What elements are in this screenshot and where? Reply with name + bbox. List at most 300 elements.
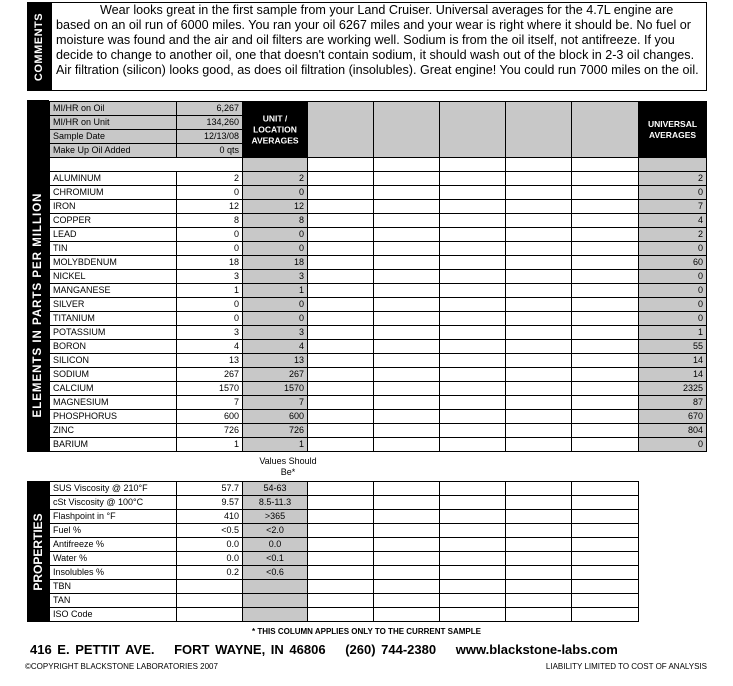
element-extra-cell bbox=[373, 227, 440, 242]
element-universal-average: 2 bbox=[638, 227, 707, 242]
property-value: 9.57 bbox=[176, 495, 243, 510]
element-name: ALUMINUM bbox=[49, 171, 177, 186]
property-should-be bbox=[242, 607, 308, 622]
element-extra-cell bbox=[505, 171, 572, 186]
element-unit-average: 3 bbox=[242, 269, 308, 284]
info-label-bar bbox=[27, 100, 49, 158]
property-extra-cell bbox=[505, 495, 572, 510]
element-universal-average: 0 bbox=[638, 311, 707, 326]
element-extra-cell bbox=[439, 269, 506, 284]
element-universal-average: 7 bbox=[638, 199, 707, 214]
property-extra-cell bbox=[307, 523, 374, 538]
unit-location-header-label: UNIT / LOCATION AVERAGES bbox=[251, 113, 299, 145]
element-extra-cell bbox=[571, 325, 639, 340]
element-extra-cell bbox=[571, 353, 639, 368]
liability-note: LIABILITY LIMITED TO COST OF ANALYSIS bbox=[545, 662, 707, 671]
element-extra-cell bbox=[373, 185, 440, 200]
element-extra-cell bbox=[439, 255, 506, 270]
element-extra-cell bbox=[307, 311, 374, 326]
element-extra-cell bbox=[571, 199, 639, 214]
element-extra-cell bbox=[307, 395, 374, 410]
lab-address bbox=[30, 642, 710, 657]
element-extra-cell bbox=[307, 283, 374, 298]
element-extra-cell bbox=[439, 339, 506, 354]
element-extra-cell bbox=[505, 185, 572, 200]
element-extra-cell bbox=[373, 241, 440, 256]
element-extra-cell bbox=[571, 227, 639, 242]
element-extra-cell bbox=[505, 241, 572, 256]
element-extra-cell bbox=[505, 255, 572, 270]
property-name: Antifreeze % bbox=[49, 537, 177, 552]
element-extra-cell bbox=[505, 213, 572, 228]
sample-info-value: 0 qts bbox=[176, 143, 243, 158]
element-extra-cell bbox=[571, 241, 639, 256]
sample-info-label: MI/HR on Oil bbox=[49, 101, 177, 116]
element-extra-cell bbox=[571, 381, 639, 396]
properties-title: PROPERTIES bbox=[31, 512, 45, 591]
property-extra-cell bbox=[307, 481, 374, 496]
element-name: IRON bbox=[49, 199, 177, 214]
element-extra-cell bbox=[571, 269, 639, 284]
element-universal-average: 4 bbox=[638, 213, 707, 228]
property-should-be: >365 bbox=[242, 509, 308, 524]
property-extra-cell bbox=[373, 551, 440, 566]
element-value: 267 bbox=[176, 367, 243, 382]
property-extra-cell bbox=[307, 565, 374, 580]
property-should-be: 8.5-11.3 bbox=[242, 495, 308, 510]
element-name: SILVER bbox=[49, 297, 177, 312]
property-extra-cell bbox=[505, 509, 572, 524]
element-extra-cell bbox=[439, 409, 506, 424]
element-extra-cell bbox=[505, 367, 572, 382]
element-unit-average: 0 bbox=[242, 241, 308, 256]
element-unit-average: 726 bbox=[242, 423, 308, 438]
property-should-be: 54-63 bbox=[242, 481, 308, 496]
property-extra-cell bbox=[439, 551, 506, 566]
property-extra-cell bbox=[439, 607, 506, 622]
element-value: 1570 bbox=[176, 381, 243, 396]
property-extra-cell bbox=[373, 607, 440, 622]
property-value: 0.0 bbox=[176, 537, 243, 552]
element-extra-cell bbox=[505, 325, 572, 340]
property-extra-cell bbox=[505, 537, 572, 552]
property-should-be: <0.6 bbox=[242, 565, 308, 580]
element-extra-cell bbox=[307, 297, 374, 312]
property-extra-cell bbox=[373, 537, 440, 552]
element-extra-cell bbox=[307, 409, 374, 424]
sample-info-label: MI/HR on Unit bbox=[49, 115, 177, 130]
element-value: 4 bbox=[176, 339, 243, 354]
element-value: 600 bbox=[176, 409, 243, 424]
element-unit-average: 267 bbox=[242, 367, 308, 382]
element-extra-cell bbox=[505, 311, 572, 326]
element-extra-cell bbox=[571, 339, 639, 354]
property-extra-cell bbox=[571, 481, 639, 496]
element-extra-cell bbox=[505, 283, 572, 298]
element-unit-average: 1 bbox=[242, 437, 308, 452]
element-extra-cell bbox=[571, 213, 639, 228]
element-value: 0 bbox=[176, 241, 243, 256]
element-extra-cell bbox=[373, 367, 440, 382]
address-street: 416 E. PETTIT AVE. bbox=[30, 642, 155, 657]
element-extra-cell bbox=[307, 367, 374, 382]
element-extra-cell bbox=[571, 367, 639, 382]
property-extra-cell bbox=[373, 495, 440, 510]
element-extra-cell bbox=[307, 171, 374, 186]
element-unit-average: 600 bbox=[242, 409, 308, 424]
element-name: MAGNESIUM bbox=[49, 395, 177, 410]
property-name: Water % bbox=[49, 551, 177, 566]
property-name: ISO Code bbox=[49, 607, 177, 622]
property-should-be bbox=[242, 593, 308, 608]
element-extra-cell bbox=[571, 185, 639, 200]
property-extra-cell bbox=[571, 551, 639, 566]
element-extra-cell bbox=[505, 381, 572, 396]
element-extra-cell bbox=[439, 199, 506, 214]
element-extra-cell bbox=[307, 185, 374, 200]
element-extra-cell bbox=[505, 395, 572, 410]
element-extra-cell bbox=[373, 395, 440, 410]
property-extra-cell bbox=[373, 509, 440, 524]
element-name: SODIUM bbox=[49, 367, 177, 382]
element-universal-average: 0 bbox=[638, 241, 707, 256]
element-extra-cell bbox=[307, 241, 374, 256]
comments-title: COMMENTS bbox=[33, 12, 45, 81]
property-should-be: 0.0 bbox=[242, 537, 308, 552]
property-name: Flashpoint in °F bbox=[49, 509, 177, 524]
element-unit-average: 8 bbox=[242, 213, 308, 228]
element-universal-average: 0 bbox=[638, 269, 707, 284]
element-extra-cell bbox=[307, 381, 374, 396]
property-extra-cell bbox=[505, 565, 572, 580]
element-extra-cell bbox=[439, 171, 506, 186]
comments-text: Wear looks great in the first sample from your Land Cruiser. Universal averages for the 4.7L engine are based on an oil run of 6000 miles. You ran your oil 6267 miles and your wear is right where it should be. No fuel or moisture was found and the air and oil filters are working well. Sodium is from the oil itself, not antifreeze. If you decide to change to another oil, one that doesn't contain sodium, it should wash out of the block in 2-3 oil changes. Air filtration (silicon) looks good, as does oil filtration (insolubles). Great engine! You could run 7000 miles on the oil. bbox=[56, 3, 699, 77]
property-extra-cell bbox=[505, 579, 572, 594]
property-extra-cell bbox=[571, 537, 639, 552]
element-extra-cell bbox=[571, 395, 639, 410]
element-extra-cell bbox=[439, 297, 506, 312]
property-extra-cell bbox=[373, 579, 440, 594]
element-extra-cell bbox=[373, 381, 440, 396]
property-value: 410 bbox=[176, 509, 243, 524]
sample-info-label: Make Up Oil Added bbox=[49, 143, 177, 158]
element-universal-average: 0 bbox=[638, 185, 707, 200]
element-value: 726 bbox=[176, 423, 243, 438]
property-extra-cell bbox=[439, 579, 506, 594]
element-extra-cell bbox=[373, 339, 440, 354]
element-extra-cell bbox=[373, 437, 440, 452]
extra-sample-header bbox=[439, 101, 506, 158]
element-extra-cell bbox=[505, 423, 572, 438]
element-name: PHOSPHORUS bbox=[49, 409, 177, 424]
element-extra-cell bbox=[439, 241, 506, 256]
element-universal-average: 60 bbox=[638, 255, 707, 270]
element-extra-cell bbox=[439, 367, 506, 382]
property-value bbox=[176, 593, 243, 608]
element-extra-cell bbox=[439, 423, 506, 438]
sample-info-value: 12/13/08 bbox=[176, 129, 243, 144]
element-extra-cell bbox=[439, 227, 506, 242]
property-name: TBN bbox=[49, 579, 177, 594]
element-value: 0 bbox=[176, 227, 243, 242]
element-extra-cell bbox=[505, 353, 572, 368]
element-extra-cell bbox=[307, 269, 374, 284]
footnote: * THIS COLUMN APPLIES ONLY TO THE CURRENT SAMPLE bbox=[252, 627, 481, 636]
element-universal-average: 0 bbox=[638, 297, 707, 312]
element-extra-cell bbox=[373, 297, 440, 312]
property-extra-cell bbox=[307, 593, 374, 608]
element-unit-average: 4 bbox=[242, 339, 308, 354]
universal-averages-header-label: UNIVERSAL AVERAGES bbox=[647, 118, 698, 140]
element-unit-average: 0 bbox=[242, 311, 308, 326]
element-extra-cell bbox=[307, 213, 374, 228]
property-extra-cell bbox=[439, 565, 506, 580]
element-extra-cell bbox=[373, 283, 440, 298]
element-extra-cell bbox=[373, 199, 440, 214]
property-value: 0.2 bbox=[176, 565, 243, 580]
element-extra-cell bbox=[373, 409, 440, 424]
element-name: CALCIUM bbox=[49, 381, 177, 396]
property-extra-cell bbox=[373, 481, 440, 496]
element-extra-cell bbox=[439, 283, 506, 298]
elements-title: ELEMENTS IN PARTS PER MILLION bbox=[32, 192, 44, 418]
element-extra-cell bbox=[307, 339, 374, 354]
values-should-be-note: Values Should Be* bbox=[259, 456, 317, 477]
element-unit-average: 2 bbox=[242, 171, 308, 186]
element-value: 1 bbox=[176, 437, 243, 452]
property-extra-cell bbox=[307, 495, 374, 510]
property-extra-cell bbox=[373, 523, 440, 538]
property-extra-cell bbox=[439, 481, 506, 496]
spacer-universal bbox=[638, 157, 707, 172]
element-unit-average: 1570 bbox=[242, 381, 308, 396]
spacer-extra bbox=[439, 157, 506, 172]
element-unit-average: 0 bbox=[242, 185, 308, 200]
element-extra-cell bbox=[571, 437, 639, 452]
element-value: 1 bbox=[176, 283, 243, 298]
element-extra-cell bbox=[373, 325, 440, 340]
property-extra-cell bbox=[307, 579, 374, 594]
properties-label-bar bbox=[27, 481, 49, 622]
element-unit-average: 0 bbox=[242, 297, 308, 312]
property-extra-cell bbox=[505, 607, 572, 622]
element-extra-cell bbox=[439, 395, 506, 410]
property-extra-cell bbox=[439, 523, 506, 538]
element-extra-cell bbox=[307, 325, 374, 340]
spacer-extra bbox=[571, 157, 639, 172]
element-name: SILICON bbox=[49, 353, 177, 368]
element-universal-average: 2325 bbox=[638, 381, 707, 396]
property-value bbox=[176, 579, 243, 594]
extra-sample-header bbox=[505, 101, 572, 158]
property-extra-cell bbox=[439, 509, 506, 524]
element-universal-average: 0 bbox=[638, 437, 707, 452]
property-name: Insolubles % bbox=[49, 565, 177, 580]
element-name: ZINC bbox=[49, 423, 177, 438]
address-city: FORT WAYNE, IN 46806 bbox=[174, 642, 326, 657]
property-extra-cell bbox=[571, 523, 639, 538]
sample-info-value: 134,260 bbox=[176, 115, 243, 130]
comments-label-bar bbox=[27, 2, 51, 91]
element-value: 12 bbox=[176, 199, 243, 214]
element-name: MANGANESE bbox=[49, 283, 177, 298]
element-extra-cell bbox=[373, 171, 440, 186]
element-universal-average: 87 bbox=[638, 395, 707, 410]
element-extra-cell bbox=[571, 283, 639, 298]
property-extra-cell bbox=[307, 551, 374, 566]
element-value: 3 bbox=[176, 325, 243, 340]
element-extra-cell bbox=[439, 325, 506, 340]
element-extra-cell bbox=[439, 437, 506, 452]
element-extra-cell bbox=[439, 213, 506, 228]
element-name: COPPER bbox=[49, 213, 177, 228]
element-extra-cell bbox=[571, 255, 639, 270]
element-name: POTASSIUM bbox=[49, 325, 177, 340]
element-universal-average: 55 bbox=[638, 339, 707, 354]
property-extra-cell bbox=[571, 565, 639, 580]
property-value bbox=[176, 607, 243, 622]
property-extra-cell bbox=[571, 593, 639, 608]
element-extra-cell bbox=[571, 423, 639, 438]
element-universal-average: 14 bbox=[638, 353, 707, 368]
property-extra-cell bbox=[307, 607, 374, 622]
property-extra-cell bbox=[571, 495, 639, 510]
element-name: LEAD bbox=[49, 227, 177, 242]
property-should-be bbox=[242, 579, 308, 594]
property-name: Fuel % bbox=[49, 523, 177, 538]
address-website[interactable]: www.blackstone-labs.com bbox=[455, 642, 618, 657]
element-extra-cell bbox=[505, 297, 572, 312]
property-extra-cell bbox=[505, 551, 572, 566]
property-extra-cell bbox=[505, 593, 572, 608]
element-extra-cell bbox=[571, 409, 639, 424]
element-extra-cell bbox=[505, 339, 572, 354]
element-unit-average: 0 bbox=[242, 227, 308, 242]
property-extra-cell bbox=[571, 607, 639, 622]
element-universal-average: 0 bbox=[638, 283, 707, 298]
element-unit-average: 18 bbox=[242, 255, 308, 270]
element-extra-cell bbox=[439, 353, 506, 368]
element-extra-cell bbox=[505, 437, 572, 452]
property-extra-cell bbox=[373, 565, 440, 580]
extra-sample-header bbox=[571, 101, 639, 158]
element-extra-cell bbox=[373, 423, 440, 438]
element-extra-cell bbox=[505, 409, 572, 424]
property-name: cSt Viscosity @ 100°C bbox=[49, 495, 177, 510]
spacer-row bbox=[49, 157, 243, 172]
element-universal-average: 1 bbox=[638, 325, 707, 340]
element-extra-cell bbox=[373, 213, 440, 228]
spacer-extra bbox=[307, 157, 374, 172]
spacer-extra bbox=[373, 157, 440, 172]
element-extra-cell bbox=[505, 269, 572, 284]
element-extra-cell bbox=[307, 199, 374, 214]
property-should-be: <0.1 bbox=[242, 551, 308, 566]
element-extra-cell bbox=[307, 437, 374, 452]
element-name: NICKEL bbox=[49, 269, 177, 284]
element-extra-cell bbox=[373, 353, 440, 368]
property-extra-cell bbox=[307, 509, 374, 524]
element-extra-cell bbox=[571, 297, 639, 312]
element-name: TITANIUM bbox=[49, 311, 177, 326]
element-name: BARIUM bbox=[49, 437, 177, 452]
element-extra-cell bbox=[373, 255, 440, 270]
element-value: 0 bbox=[176, 311, 243, 326]
element-universal-average: 670 bbox=[638, 409, 707, 424]
property-extra-cell bbox=[571, 579, 639, 594]
universal-averages-header bbox=[638, 101, 707, 158]
element-extra-cell bbox=[571, 171, 639, 186]
element-value: 0 bbox=[176, 185, 243, 200]
element-unit-average: 1 bbox=[242, 283, 308, 298]
elements-label-bar bbox=[27, 158, 49, 452]
element-value: 0 bbox=[176, 297, 243, 312]
element-name: BORON bbox=[49, 339, 177, 354]
element-name: TIN bbox=[49, 241, 177, 256]
element-unit-average: 3 bbox=[242, 325, 308, 340]
element-unit-average: 12 bbox=[242, 199, 308, 214]
property-value: 57.7 bbox=[176, 481, 243, 496]
property-extra-cell bbox=[439, 495, 506, 510]
property-extra-cell bbox=[439, 593, 506, 608]
element-value: 13 bbox=[176, 353, 243, 368]
element-value: 7 bbox=[176, 395, 243, 410]
property-extra-cell bbox=[307, 537, 374, 552]
sample-info-label: Sample Date bbox=[49, 129, 177, 144]
address-phone: (260) 744-2380 bbox=[345, 642, 437, 657]
property-value: <0.5 bbox=[176, 523, 243, 538]
element-extra-cell bbox=[307, 227, 374, 242]
element-value: 2 bbox=[176, 171, 243, 186]
extra-sample-header bbox=[307, 101, 374, 158]
element-universal-average: 2 bbox=[638, 171, 707, 186]
extra-sample-header bbox=[373, 101, 440, 158]
element-value: 3 bbox=[176, 269, 243, 284]
element-name: MOLYBDENUM bbox=[49, 255, 177, 270]
element-unit-average: 13 bbox=[242, 353, 308, 368]
copyright: ©COPYRIGHT BLACKSTONE LABORATORIES 2007 bbox=[25, 662, 218, 671]
sample-info-value: 6,267 bbox=[176, 101, 243, 116]
element-extra-cell bbox=[439, 185, 506, 200]
unit-location-header bbox=[242, 101, 308, 158]
spacer-extra bbox=[505, 157, 572, 172]
element-value: 18 bbox=[176, 255, 243, 270]
element-universal-average: 804 bbox=[638, 423, 707, 438]
element-extra-cell bbox=[307, 255, 374, 270]
element-extra-cell bbox=[439, 311, 506, 326]
element-extra-cell bbox=[373, 311, 440, 326]
property-should-be: <2.0 bbox=[242, 523, 308, 538]
property-extra-cell bbox=[439, 537, 506, 552]
element-extra-cell bbox=[307, 423, 374, 438]
element-unit-average: 7 bbox=[242, 395, 308, 410]
element-name: CHROMIUM bbox=[49, 185, 177, 200]
element-universal-average: 14 bbox=[638, 367, 707, 382]
property-name: TAN bbox=[49, 593, 177, 608]
element-extra-cell bbox=[307, 353, 374, 368]
property-extra-cell bbox=[505, 523, 572, 538]
element-value: 8 bbox=[176, 213, 243, 228]
property-value: 0.0 bbox=[176, 551, 243, 566]
property-name: SUS Viscosity @ 210°F bbox=[49, 481, 177, 496]
element-extra-cell bbox=[505, 199, 572, 214]
spacer-unit bbox=[242, 157, 308, 172]
property-extra-cell bbox=[373, 593, 440, 608]
property-extra-cell bbox=[505, 481, 572, 496]
element-extra-cell bbox=[571, 311, 639, 326]
element-extra-cell bbox=[505, 227, 572, 242]
property-extra-cell bbox=[571, 509, 639, 524]
